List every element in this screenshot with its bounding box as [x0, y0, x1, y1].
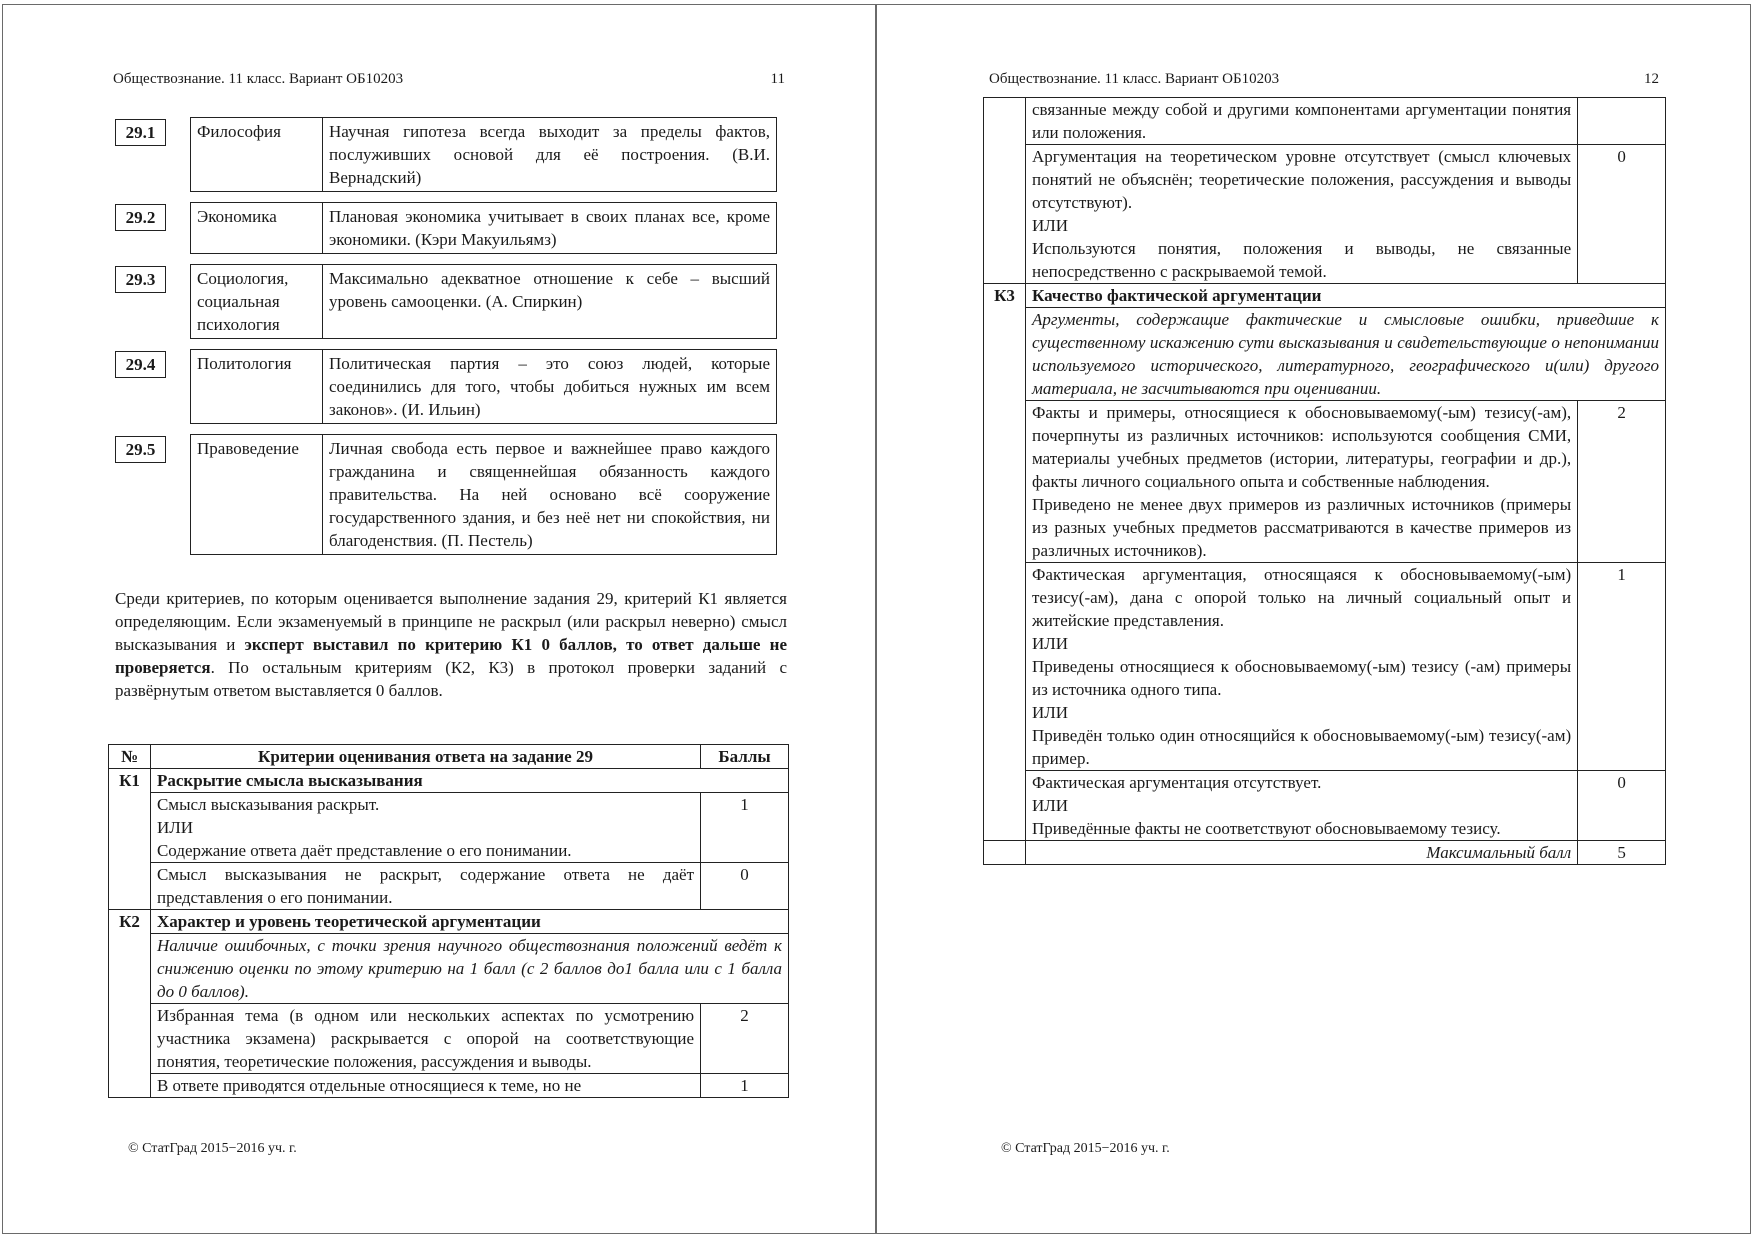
- quote-text: Научная гипотеза всегда выходит за пределы фактов, послуживших основой для её построения. (В.И. Вернадский): [329, 122, 770, 187]
- score-cell: 0: [701, 863, 789, 910]
- criterion-description: Аргументация на теоретическом уровне отсутствует (смысл ключевых понятий не объяснён; теоретические положения, рассуждения и выводы отсутствуют). ИЛИ Используются понятия, положения и выводы, не связанные непосредственно с раскрываемой темой.: [1025, 145, 1577, 284]
- criteria-table-continued: [983, 97, 1666, 865]
- header-title: Обществознание. 11 класс. Вариант ОБ10203: [113, 71, 404, 87]
- criterion-description: Фактическая аргументация, относящаяся к обосновываемому(-ым) тезису(-ам), дана с опорой только на личный социальный опыт и житейские представления. ИЛИ Приведены относящиеся к обосновываемому(-ым) тезису (-ам) примеры из источника одного типа. ИЛИ Приведён только один относящийся к обосновываемому(-ым) тезису(-ам) пример.: [1025, 563, 1577, 771]
- criteria-table: [108, 744, 789, 1098]
- criterion-id: К2: [109, 910, 151, 934]
- quote-item: [115, 349, 777, 424]
- quote-number: 29.2: [115, 204, 166, 231]
- quote-text: Максимально адекватное отношение к себе – высший уровень самооценки. (А. Спиркин): [329, 269, 770, 311]
- criterion-description: Смысл высказывания раскрыт. ИЛИ Содержание ответа даёт представление о его понимании.: [150, 793, 700, 863]
- score-cell: 1: [701, 1074, 789, 1098]
- col-header-num: №: [109, 745, 151, 769]
- quote-subject: Политология: [191, 350, 323, 423]
- score-cell: 1: [701, 793, 789, 863]
- quote-number: 29.3: [115, 266, 166, 293]
- quote-item: [115, 202, 777, 254]
- page-footer: © СтатГрад 2015−2016 уч. г.: [1001, 1141, 1170, 1156]
- table-row: [109, 1074, 789, 1098]
- criterion-description: В ответе приводятся отдельные относящиеся к теме, но не: [150, 1074, 700, 1098]
- table-row: [984, 563, 1666, 771]
- quote-subject: Экономика: [191, 203, 323, 253]
- criterion-title: Характер и уровень теоретической аргументации: [150, 910, 788, 934]
- criterion-description: связанные между собой и другими компонентами аргументации понятия или положения.: [1025, 98, 1577, 145]
- table-row: [984, 98, 1666, 145]
- col-header-score: Баллы: [701, 745, 789, 769]
- criterion-title-row: [984, 284, 1666, 308]
- quote-item: [115, 264, 777, 339]
- table-row: [984, 308, 1666, 401]
- table-row: [109, 863, 789, 910]
- page-footer: © СтатГрад 2015−2016 уч. г.: [128, 1141, 297, 1156]
- running-head: [989, 71, 1659, 88]
- criterion-note: Аргументы, содержащие фактические и смысловые ошибки, приведшие к существенному искажению сути высказывания и свидетельствующие о непонимании используемого исторического, литературного, географического и(или) другого материала, не засчитываются при оценивании.: [1025, 308, 1665, 401]
- quote-number: 29.1: [115, 119, 166, 146]
- max-score-row: [984, 841, 1666, 865]
- quote-list: [115, 117, 777, 565]
- table-row: [984, 401, 1666, 563]
- score-cell: 1: [1578, 563, 1666, 771]
- score-cell: 0: [1578, 145, 1666, 284]
- criterion-title-row: [109, 910, 789, 934]
- score-cell: [1578, 98, 1666, 145]
- table-row: [984, 145, 1666, 284]
- header-title: Обществознание. 11 класс. Вариант ОБ10203: [989, 71, 1280, 87]
- table-row: [109, 1004, 789, 1074]
- page-number: 11: [770, 71, 785, 87]
- score-cell: 2: [701, 1004, 789, 1074]
- score-cell: 0: [1578, 771, 1666, 841]
- quote-text: Плановая экономика учитывает в своих планах все, кроме экономики. (Кэри Макуильямз): [329, 207, 770, 249]
- criterion-title: Качество фактической аргументации: [1025, 284, 1665, 308]
- max-score-label: Максимальный балл: [1025, 841, 1577, 865]
- criterion-description: Смысл высказывания не раскрыт, содержание ответа не даёт представления о его понимании.: [150, 863, 700, 910]
- criterion-title-row: [109, 769, 789, 793]
- quote-subject: Социология, социальная психология: [191, 265, 323, 338]
- quote-item: [115, 117, 777, 192]
- score-cell: 2: [1578, 401, 1666, 563]
- quote-number: 29.4: [115, 351, 166, 378]
- quote-text: Политическая партия – это союз людей, которые соединились для того, чтобы добиться нужных им всем законов». (И. Ильин): [329, 354, 770, 419]
- quote-item: [115, 434, 777, 555]
- instruction-paragraph: Среди критериев, по которым оценивается выполнение задания 29, критерий К1 является определяющим. Если экзаменуемый в принципе не раскрыл (или раскрыл неверно) смысл высказывания и эксперт выставил по критерию К1 0 баллов, то ответ дальше не проверяется. По остальным критериям (К2, К3) в протокол проверки заданий с развёрнутым ответом выставляется 0 баллов.: [115, 589, 787, 700]
- criterion-id: К3: [984, 284, 1026, 308]
- page-number: 12: [1644, 71, 1659, 87]
- quote-number: 29.5: [115, 436, 166, 463]
- quote-subject: Философия: [191, 118, 323, 191]
- quote-text: Личная свобода есть первое и важнейшее право каждого гражданина и священнейшая обязанность каждого правительства. На ней основано всё сооружение государственного здания, и без неё нет ни спокойствия, ни благоденствия. (П. Пестель): [329, 439, 770, 550]
- table-row: [109, 934, 789, 1004]
- criterion-note: Наличие ошибочных, с точки зрения научного обществознания положений ведёт к снижению оценки по этому критерию на 1 балл (с 2 баллов до1 балла или с 1 балла до 0 баллов).: [150, 934, 788, 1004]
- criterion-id: К1: [109, 769, 151, 793]
- table-header-row: [109, 745, 789, 769]
- criterion-description: Факты и примеры, относящиеся к обосновываемому(-ым) тезису(-ам), почерпнуты из различных источников: используются сообщения СМИ, материалы учебных предметов (истории, литературы, географии и др.), факты личного социального опыта и собственные наблюдения. Приведено не менее двух примеров из различных источников (примеры из разных учебных предметов рассматриваются в качестве примеров из различных источников).: [1025, 401, 1577, 563]
- emphasis-text: эксперт выставил по критерию К1 0 баллов, то ответ дальше не проверяется: [115, 635, 787, 677]
- col-header-criteria: Критерии оценивания ответа на задание 29: [150, 745, 700, 769]
- criterion-description: Фактическая аргументация отсутствует. ИЛИ Приведённые факты не соответствуют обосновываемому тезису.: [1025, 771, 1577, 841]
- running-head: [113, 71, 785, 88]
- table-row: [109, 793, 789, 863]
- max-score-value: 5: [1578, 841, 1666, 865]
- criterion-description: Избранная тема (в одном или нескольких аспектах по усмотрению участника экзамена) раскрывается с опорой на соответствующие понятия, теоретические положения, рассуждения и выводы.: [150, 1004, 700, 1074]
- quote-subject: Правоведение: [191, 435, 323, 554]
- criterion-title: Раскрытие смысла высказывания: [150, 769, 788, 793]
- table-row: [984, 771, 1666, 841]
